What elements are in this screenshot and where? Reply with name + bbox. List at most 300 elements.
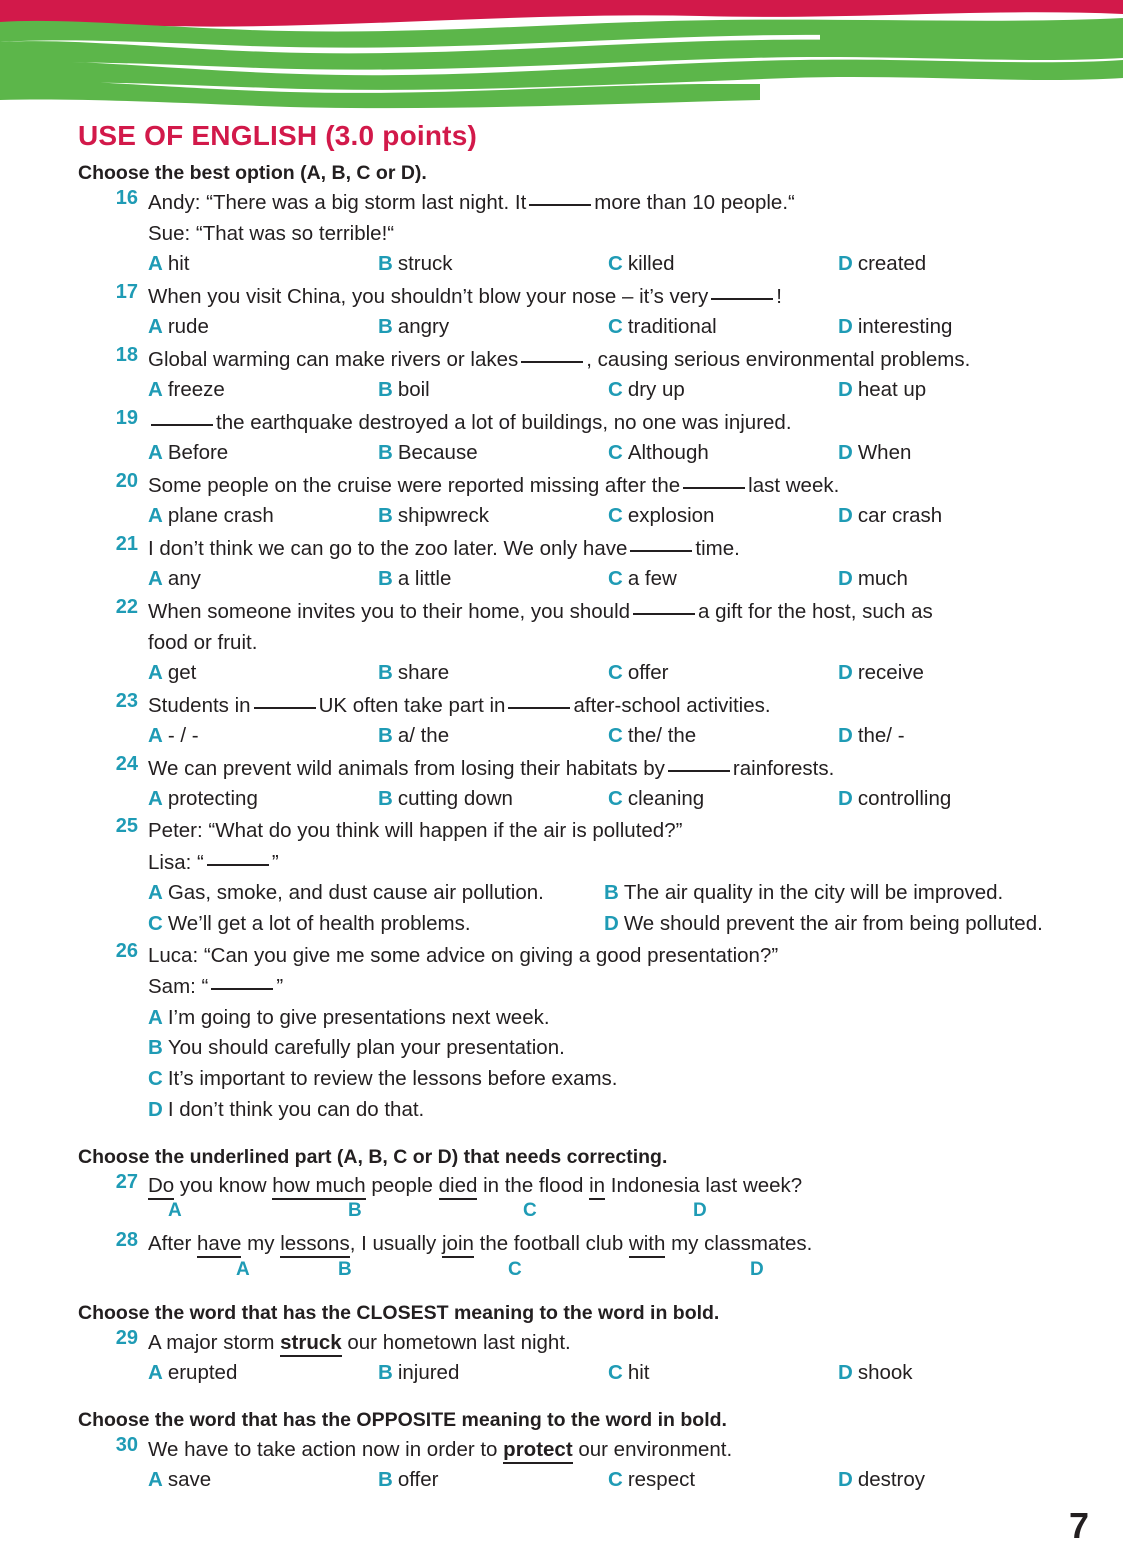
stem-text-line2: Sue: “That was so terrible!“ [148,222,395,246]
stem-text: you know [174,1173,273,1197]
option-b[interactable] [378,1358,608,1389]
option-d[interactable] [838,658,1068,689]
option-b[interactable] [148,1033,1093,1064]
option-a[interactable] [148,784,378,815]
option-text: rude [167,315,209,339]
answer-blank [668,770,730,772]
option-letter: D [838,252,853,276]
option-text: any [167,566,201,590]
option-letter: A [148,315,163,339]
question-number: 19 [115,406,138,429]
option-letter: D [838,441,853,465]
option-text: car crash [857,503,943,527]
option-d[interactable] [838,249,1068,280]
option-letter: A [148,660,163,684]
option-letter: A [148,1468,163,1492]
option-letter: C [608,723,623,747]
option-c[interactable] [148,1064,1093,1095]
answer-blank [529,204,591,206]
option-letter: B [378,1468,393,1492]
option-text: We’ll get a lot of health problems. [167,911,471,935]
answer-blank [151,424,213,426]
option-text: The air quality in the city will be improved. [623,880,1004,904]
option-text: Although [627,441,709,465]
option-b[interactable] [604,878,1060,909]
question-19 [0,407,1123,469]
stem-text: in the flood [477,1173,590,1197]
option-row-2 [148,909,1093,940]
option-text: a few [627,566,677,590]
question-number: 21 [115,532,138,555]
question-stem [148,344,1093,375]
marker-a[interactable]: A [236,1259,250,1281]
question-stem [148,690,1093,721]
instruction-error-correction: Choose the underlined part (A, B, C or D) that needs correcting. [78,1145,668,1168]
option-letter: B [378,503,393,527]
option-letter: B [378,660,393,684]
option-row [148,438,1093,469]
option-letter: D [838,503,853,527]
underlined-part-d[interactable]: in [589,1174,605,1200]
underlined-part-a[interactable]: Do [148,1174,174,1200]
option-text: destroy [857,1468,926,1492]
option-a[interactable] [148,1465,378,1496]
question-number: 27 [115,1170,138,1193]
option-text: cutting down [397,786,513,810]
question-stem [148,407,1093,438]
option-a[interactable] [148,501,378,532]
option-d[interactable] [838,438,1068,469]
option-text: Because [397,441,478,465]
stem-text-post: our environment. [572,1437,733,1461]
question-stem [148,815,1093,877]
option-row [148,564,1093,595]
option-text: freeze [167,378,225,402]
option-text: created [857,252,927,276]
answer-blank [711,298,773,300]
stem-text-part1: I don’t think we can go to the zoo later. We only have [148,536,628,560]
option-text: traditional [627,315,717,339]
instruction-best-option: Choose the best option (A, B, C or D). [78,162,427,184]
marker-d[interactable]: D [693,1200,707,1222]
option-letter: B [378,723,393,747]
stem-line2-pre: Lisa: “ [148,850,204,874]
ribbon-graphic [0,0,1123,112]
stem-text-part1: Luca: “Can you give me some advice on giving a good presentation?” [148,944,779,968]
question-number: 29 [115,1327,138,1350]
option-c[interactable] [608,501,838,532]
answer-blank [207,864,269,866]
option-text: cleaning [627,786,705,810]
option-text: protecting [167,786,258,810]
question-16 [0,187,1123,280]
stem-text-part1: Some people on the cruise were reported missing after the [148,473,681,497]
marker-b[interactable]: B [348,1200,362,1222]
question-stem [148,470,1093,501]
option-row [148,721,1093,752]
stem-text-part2: UK often take part in [318,693,506,717]
question-29 [0,1327,1123,1389]
question-stem [148,281,1093,312]
question-21 [0,533,1123,595]
option-letter: D [838,660,853,684]
option-text: the/ - [857,723,905,747]
question-stem [148,533,1093,564]
option-letter: C [608,660,623,684]
option-d[interactable] [604,909,1060,940]
question-stem [148,1434,1093,1465]
option-text: It’s important to review the lessons before exams. [167,1067,618,1091]
option-row [148,501,1093,532]
option-letter: A [148,566,163,590]
option-a[interactable] [148,721,378,752]
option-text: the/ the [627,723,697,747]
question-number: 25 [115,815,138,838]
question-number: 18 [115,343,138,366]
option-text: I’m going to give presentations next week. [167,1005,550,1029]
option-row [148,784,1093,815]
option-c[interactable] [608,249,838,280]
error-correction-questions [0,1171,1123,1287]
option-d[interactable] [838,501,1068,532]
option-text: Before [167,441,229,465]
option-d[interactable] [838,721,1068,752]
option-c[interactable] [608,375,838,406]
option-a[interactable] [148,312,378,343]
option-c[interactable] [608,312,838,343]
option-b[interactable] [378,375,608,406]
key-word: protect [503,1438,572,1464]
stem-text-part2: the earthquake destroyed a lot of buildings, no one was injured. [216,410,792,434]
stem-text: the football club [473,1232,629,1256]
option-text: You should carefully plan your presentation. [167,1036,565,1060]
option-letter: D [838,1468,853,1492]
option-a[interactable] [148,658,378,689]
option-text: struck [397,252,453,276]
question-number: 24 [115,752,138,775]
option-letter: B [378,786,393,810]
underlined-part-a[interactable]: have [197,1232,241,1258]
option-letter: C [148,911,163,935]
option-text: I don’t think you can do that. [167,1097,425,1121]
stem-text: After [148,1232,197,1256]
question-stem [148,1229,1093,1259]
stem-text-pre: A major storm [148,1331,281,1355]
question-stem [148,1327,1093,1358]
stem-text-part1: Peter: “What do you think will happen if the air is polluted?” [148,819,683,843]
option-letter: A [148,252,163,276]
option-row [148,1465,1093,1496]
option-text: When [857,441,912,465]
option-letter: C [608,252,623,276]
option-text: Gas, smoke, and dust cause air pollution. [167,880,544,904]
question-stem [148,596,1093,658]
option-text: shipwreck [397,503,489,527]
marker-c[interactable]: C [508,1259,522,1281]
option-d[interactable] [838,1465,1068,1496]
stem-text-part2: more than 10 people.“ [594,191,795,214]
stem-text-part2: last week. [748,473,840,497]
option-c[interactable] [608,658,838,689]
question-number: 30 [115,1433,138,1456]
option-c[interactable] [608,564,838,595]
option-letter: A [148,880,163,904]
option-d[interactable] [838,375,1068,406]
option-c[interactable] [608,438,838,469]
question-number: 22 [115,595,138,618]
option-letter: A [148,723,163,747]
header-decoration [0,0,1123,112]
option-b[interactable] [378,564,608,595]
stem-text-line2 [148,847,1093,878]
option-text: plane crash [167,503,274,527]
option-letter: B [378,315,393,339]
underlined-part-c[interactable]: join [442,1232,474,1258]
marker-b[interactable]: B [338,1259,352,1281]
stem-text-part1: Global warming can make rivers or lakes [148,347,519,371]
question-stem [148,1171,1093,1201]
option-row [148,249,1093,280]
question-20 [0,470,1123,532]
option-a[interactable] [148,375,378,406]
option-row [148,312,1093,343]
option-text: - / - [167,723,199,747]
option-text: angry [397,315,450,339]
option-letter: B [604,880,619,904]
option-b[interactable] [378,438,608,469]
stem-text: my classmates. [665,1232,813,1256]
option-c[interactable] [148,909,604,940]
option-text: a little [397,566,452,590]
instruction-opposite-meaning: Choose the word that has the OPPOSITE meaning to the word in bold. [78,1408,727,1431]
option-text: controlling [857,786,952,810]
option-text: get [167,660,197,684]
option-letter: D [838,566,853,590]
stem-text: , I usually [349,1232,442,1256]
answer-blank [211,988,273,990]
page-number: 7 [1068,1505,1089,1546]
option-b[interactable] [378,721,608,752]
option-letter: D [838,786,853,810]
opposite-meaning-questions [0,1434,1123,1496]
option-marker-row [148,1259,1093,1287]
question-26 [0,940,1123,1125]
stem-text-part1: Students in [148,693,251,717]
option-letter: B [378,378,393,402]
answer-blank [630,550,692,552]
option-letter: B [378,566,393,590]
option-b[interactable] [378,784,608,815]
key-word: struck [280,1331,342,1357]
instruction-closest-meaning: Choose the word that has the CLOSEST meaning to the word in bold. [78,1302,720,1325]
stem-text-pre: We have to take action now in order to [148,1437,504,1461]
question-number: 20 [115,469,138,492]
option-letter: A [148,786,163,810]
option-text: interesting [857,315,953,339]
option-b[interactable] [378,249,608,280]
stem-line2-pre: Sam: “ [148,975,209,999]
answer-blank [521,361,583,363]
stem-text-line2 [148,971,1093,1002]
option-row [148,878,1093,909]
option-text: injured [397,1361,460,1385]
option-letter: C [608,315,623,339]
option-letter: A [148,1361,163,1385]
question-17 [0,281,1123,343]
option-a[interactable] [148,564,378,595]
option-text: save [167,1468,212,1492]
option-row [148,375,1093,406]
multiple-choice-questions [0,187,1123,1126]
option-text: shook [857,1361,913,1385]
option-letter: D [604,911,619,935]
marker-a[interactable]: A [168,1200,182,1222]
option-text: offer [397,1468,439,1492]
option-text: heat up [857,378,927,402]
option-a[interactable] [148,878,604,909]
underlined-part-d[interactable]: with [629,1232,665,1258]
marker-d[interactable]: D [750,1259,764,1281]
option-text: explosion [627,503,715,527]
option-c[interactable] [608,721,838,752]
question-stem [148,940,1093,1002]
option-text: share [397,660,450,684]
question-number: 17 [115,281,138,304]
option-d[interactable] [838,312,1068,343]
stem-text-part2: time. [695,536,740,560]
option-b[interactable] [378,1465,608,1496]
option-text: erupted [167,1361,238,1385]
option-letter: A [148,503,163,527]
underlined-part-b[interactable]: how much [272,1174,365,1200]
stem-text: my [241,1232,281,1256]
option-b[interactable] [378,501,608,532]
option-letter: C [608,503,623,527]
answer-blank-2 [508,707,570,709]
marker-c[interactable]: C [523,1200,537,1222]
option-letter: C [608,566,623,590]
option-a[interactable] [148,1003,1093,1034]
option-letter: B [378,1361,393,1385]
option-letter: C [608,786,623,810]
question-number: 28 [115,1229,138,1252]
stem-text: people [365,1173,439,1197]
option-text: a/ the [397,723,450,747]
answer-blank [254,707,316,709]
option-c[interactable] [608,784,838,815]
question-27 [0,1171,1123,1229]
underlined-part-c[interactable]: died [439,1174,478,1200]
stem-line2-post: ” [271,850,279,874]
option-text: hit [167,252,190,276]
option-row [148,658,1093,689]
question-stem [148,187,1093,249]
option-d[interactable] [838,564,1068,595]
question-23 [0,690,1123,752]
option-c[interactable] [608,1358,838,1389]
option-text: much [857,566,908,590]
option-letter: D [838,378,853,402]
option-letter: D [148,1097,163,1121]
option-d[interactable] [838,784,1068,815]
question-28 [0,1229,1123,1287]
option-c[interactable] [608,1465,838,1496]
option-letter: D [838,723,853,747]
option-letter: A [148,441,163,465]
option-letter: A [148,378,163,402]
option-letter: B [378,441,393,465]
stem-text-post: our hometown last night. [341,1331,571,1355]
stem-text-part2: rainforests. [732,756,835,780]
stem-text: Indonesia last week? [605,1173,803,1197]
option-letter: C [608,378,623,402]
option-d[interactable] [838,1358,1068,1389]
stem-text-part2: ! [776,285,782,309]
stem-line2-post: ” [276,975,284,999]
option-letter: C [608,441,623,465]
option-text: receive [857,660,924,684]
option-text: We should prevent the air from being polluted. [623,911,1043,935]
option-letter: B [148,1036,163,1060]
option-letter: B [378,252,393,276]
option-row [148,1358,1093,1389]
option-text: boil [397,378,430,402]
question-18 [0,344,1123,406]
stem-text-part3: after-school activities. [573,693,771,717]
option-text: dry up [627,378,685,402]
page-title: USE OF ENGLISH (3.0 points) [78,120,477,151]
stem-text-part1: When you visit China, you shouldn’t blow your nose – it’s very [148,285,709,309]
option-marker-row [148,1200,1093,1228]
option-row [148,1003,1093,1126]
option-letter: A [148,1005,163,1029]
question-22 [0,596,1123,689]
stem-text-part2: , causing serious environmental problems. [586,347,971,371]
option-b[interactable] [378,658,608,689]
answer-blank [683,487,745,489]
question-30 [0,1434,1123,1496]
question-25 [0,815,1123,939]
option-a[interactable] [148,1358,378,1389]
option-a[interactable] [148,249,378,280]
underlined-part-b[interactable]: lessons [280,1232,350,1258]
answer-blank [633,613,695,615]
worksheet-body [0,120,1123,1497]
option-text: respect [627,1468,696,1492]
option-b[interactable] [378,312,608,343]
option-letter: D [838,1361,853,1385]
option-a[interactable] [148,438,378,469]
option-text: offer [627,660,669,684]
option-d[interactable] [148,1095,1093,1126]
stem-text-part1: We can prevent wild animals from losing their habitats by [148,756,665,780]
question-number: 23 [115,689,138,712]
option-letter: C [148,1067,163,1091]
closest-meaning-questions [0,1327,1123,1389]
stem-text-part1: When someone invites you to their home, you should [148,599,631,623]
question-number: 26 [115,940,138,963]
option-text: hit [627,1361,650,1385]
question-number: 16 [115,187,138,209]
question-stem [148,753,1093,784]
stem-text-part1: Andy: “There was a big storm last night. It [148,191,527,214]
option-text: killed [627,252,675,276]
option-letter: C [608,1468,623,1492]
stem-text-part2: a gift for the host, such as [698,599,933,623]
stem-text-line2: food or fruit. [148,630,258,654]
question-24 [0,753,1123,815]
option-letter: C [608,1361,623,1385]
